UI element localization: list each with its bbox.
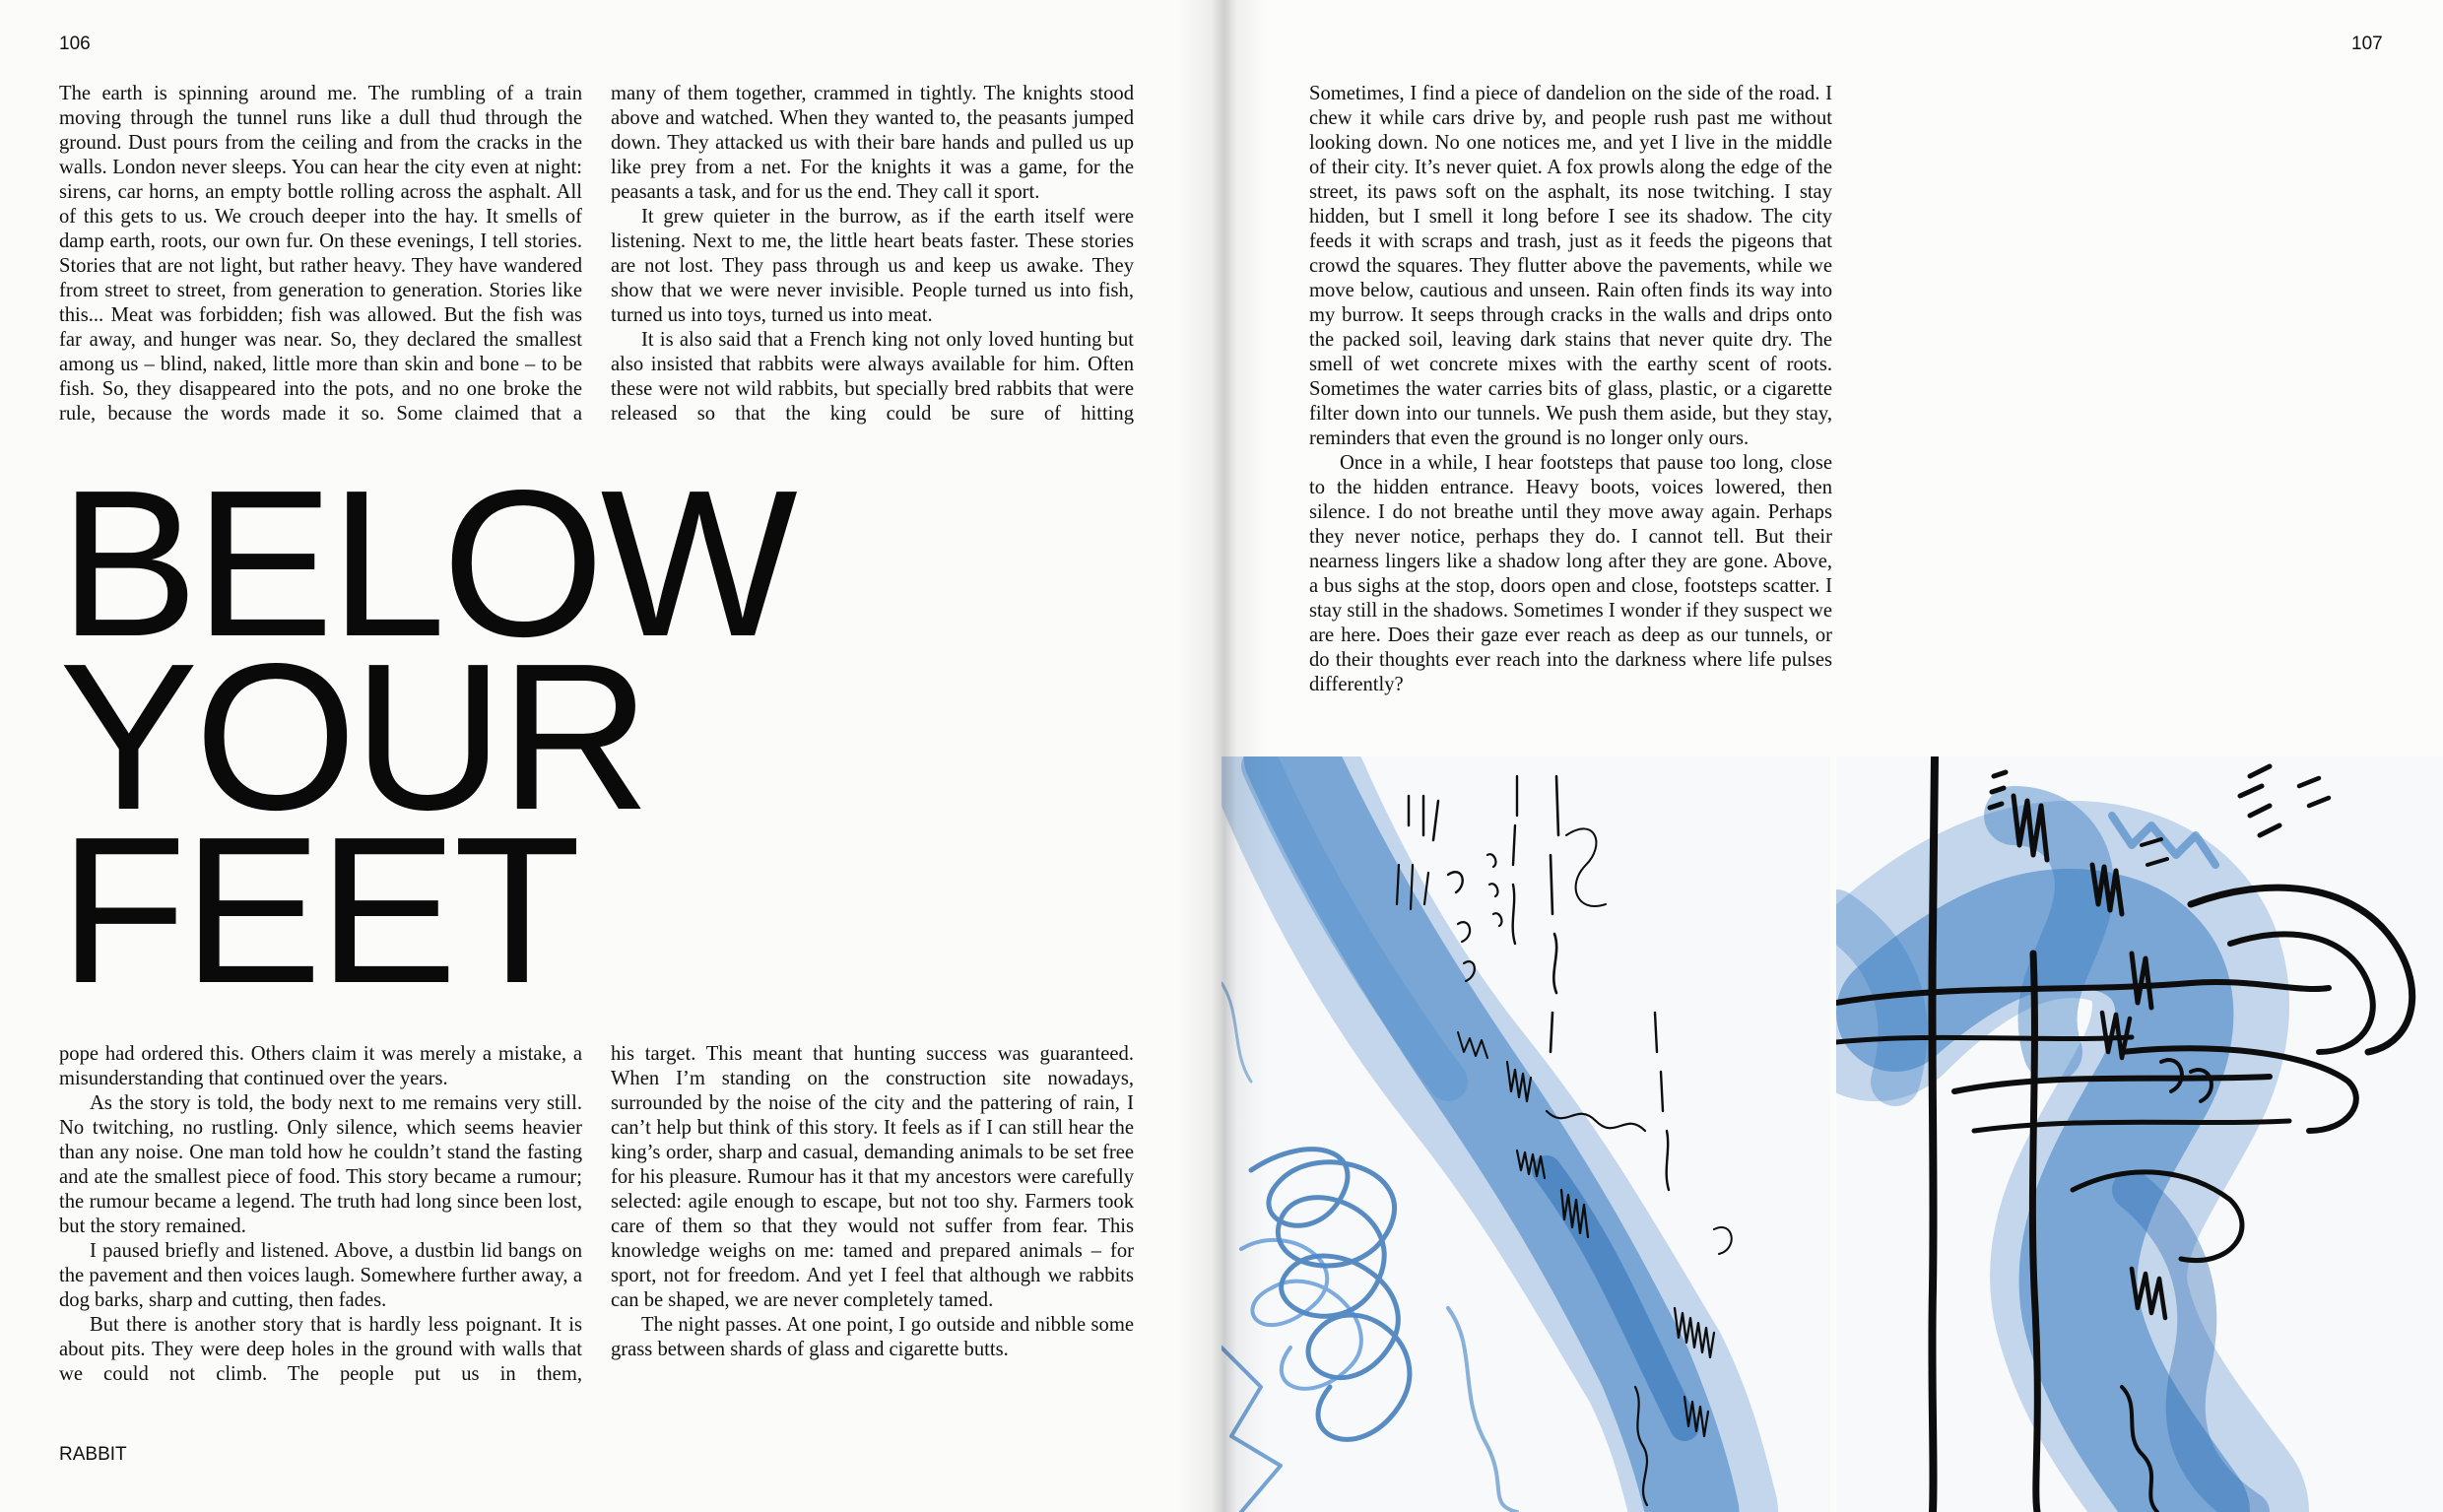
right-column — [1309, 82, 1832, 697]
abstract-drawing-left — [1222, 756, 1830, 1512]
paragraph: The earth is spinning around me. The rumbling of a train moving through the tunnel runs like a dull thud through the ground. Dust pours from the ceiling and from the cracks in the walls. London never sleeps. You can hear the city even at night: sirens, car horns, an empty bottle rolling across the asphalt. All of this gets to us. We crouch deeper into the hay. It smells of damp earth, roots, our own fur. On these evenings, I tell stories. Stories that are not light, but rather heavy. They have wandered from street to street, from generation to generation. Stories like this... Meat was forbidden; fish was allowed. But the fish was far away, and hunger was near. So, they declared the smallest among us – blind, naked, little more than skin and bone – to be fish. So, they disappeared into the pots, and no one broke the rule, because the words made it so. Some claimed that a — [59, 83, 582, 425]
paragraph: I paused briefly and listened. Above, a dustbin lid bangs on the pavement and then voices laugh. Somewhere further away, a dog barks, sharp and cutting, then fades. — [59, 1240, 582, 1311]
left-bottom-column-2 — [611, 1042, 1134, 1362]
paragraph: As the story is told, the body next to me remains very still. No twitching, no rustling. Only silence, which seems heavier than any noise. One man told how he couldn’t stand the fasting and ate the smallest piece of food. This story became a rumour; the rumour became a legend. The truth had long since been lost, but the story remained. — [59, 1092, 582, 1237]
title-line: YOUR — [59, 620, 647, 853]
paragraph: It grew quieter in the burrow, as if the earth itself were listening. Next to me, the little heart beats faster. These stories are not lost. They pass through us and keep us awake. They show that we were never invisible. People turned us into fish, turned us into toys, turned us into meat. — [611, 206, 1134, 326]
artwork-panel-right — [1836, 756, 2443, 1512]
paragraph: his target. This meant that hunting success was guaranteed. When I’m standing on the construction site nowadays, surrounded by the noise of the city and the pattering of rain, I can’t help but think of this story. It feels as if I can still hear the king’s order, sharp and casual, demanding animals to be set free for his pleasure. Rumour has it that my ancestors were carefully selected: agile enough to escape, but not too shy. Farmers took care of them so that they would not suffer from fear. This knowledge weighs on me: tamed and prepared animals – for sport, not for freedom. And yet I feel that although we rabbits can be shaped, we are never completely tamed. — [611, 1043, 1134, 1311]
left-top-column-1 — [59, 82, 582, 427]
title-line: BELOW — [59, 446, 794, 680]
paragraph: The night passes. At one point, I go outside and nibble some grass between shards of glass and cigarette butts. — [611, 1314, 1134, 1360]
paragraph: many of them together, crammed in tightly. The knights stood above and watched. When they wanted to, the peasants jumped down. They attacked us with their bare hands and pulled us up like prey from a net. For the knights it was a game, for the peasants a task, and for us the end. They call it sport. — [611, 83, 1134, 203]
paragraph: Sometimes, I find a piece of dandelion on the side of the road. I chew it while cars drive by, and people rush past me without looking down. No one notices me, and yet I live in the middle of their city. It’s never quiet. A fox prowls along the edge of the street, its paws soft on the asphalt, its nose twitching. I stay hidden, but I smell it long before I see its shadow. The city feeds it with scraps and trash, just as it feeds the pigeons that crowd the squares. They flutter above the pavements, while we move below, cautious and unseen. Rain often finds its way into my burrow. It seeps through cracks in the walls and drips onto the packed soil, leaving dark stains that never quite dry. The smell of wet concrete mixes with the earthy scent of roots. Sometimes the water carries bits of glass, plastic, or a cigarette filter down into our tunnels. We push them aside, but they stay, reminders that even the ground is no longer only ours. — [1309, 83, 1832, 449]
paragraph: pope had ordered this. Others claim it was merely a mistake, a misunderstanding that continued over the years. — [59, 1043, 582, 1089]
artwork-panel-left — [1222, 756, 1830, 1512]
left-bottom-column-1 — [59, 1042, 582, 1387]
left-page-number: 106 — [59, 33, 91, 54]
title-line: FEET — [59, 793, 577, 1026]
abstract-drawing-right — [1836, 756, 2443, 1512]
right-page-number: 107 — [2351, 33, 2383, 54]
article-title — [59, 446, 794, 1026]
paragraph: It is also said that a French king not only loved hunting but also insisted that rabbits were always available for him. Often these were not wild rabbits, but specially bred rabbits that were released so that the king could be sure of hitting — [611, 329, 1134, 425]
section-label: RABBIT — [59, 1444, 127, 1465]
paragraph: But there is another story that is hardly less poignant. It is about pits. They were deep holes in the ground with walls that we could not climb. The people put us in them, — [59, 1314, 582, 1385]
paragraph: Once in a while, I hear footsteps that pause too long, close to the hidden entrance. Heavy boots, voices lowered, then silence. I do not breathe until they move away again. Perhaps they never notice, perhaps they do. I cannot tell. But their nearness lingers like a shadow long after they are gone. Above, a bus sighs at the stop, doors open and close, footsteps scatter. I stay still in the shadows. Sometimes I wonder if they suspect we are here. Does their gaze ever reach as deep as our tunnels, or do their thoughts ever reach into the darkness where life pulses differently? — [1309, 452, 1832, 695]
binding-shadow — [1178, 0, 1267, 1512]
left-top-column-2 — [611, 82, 1134, 427]
